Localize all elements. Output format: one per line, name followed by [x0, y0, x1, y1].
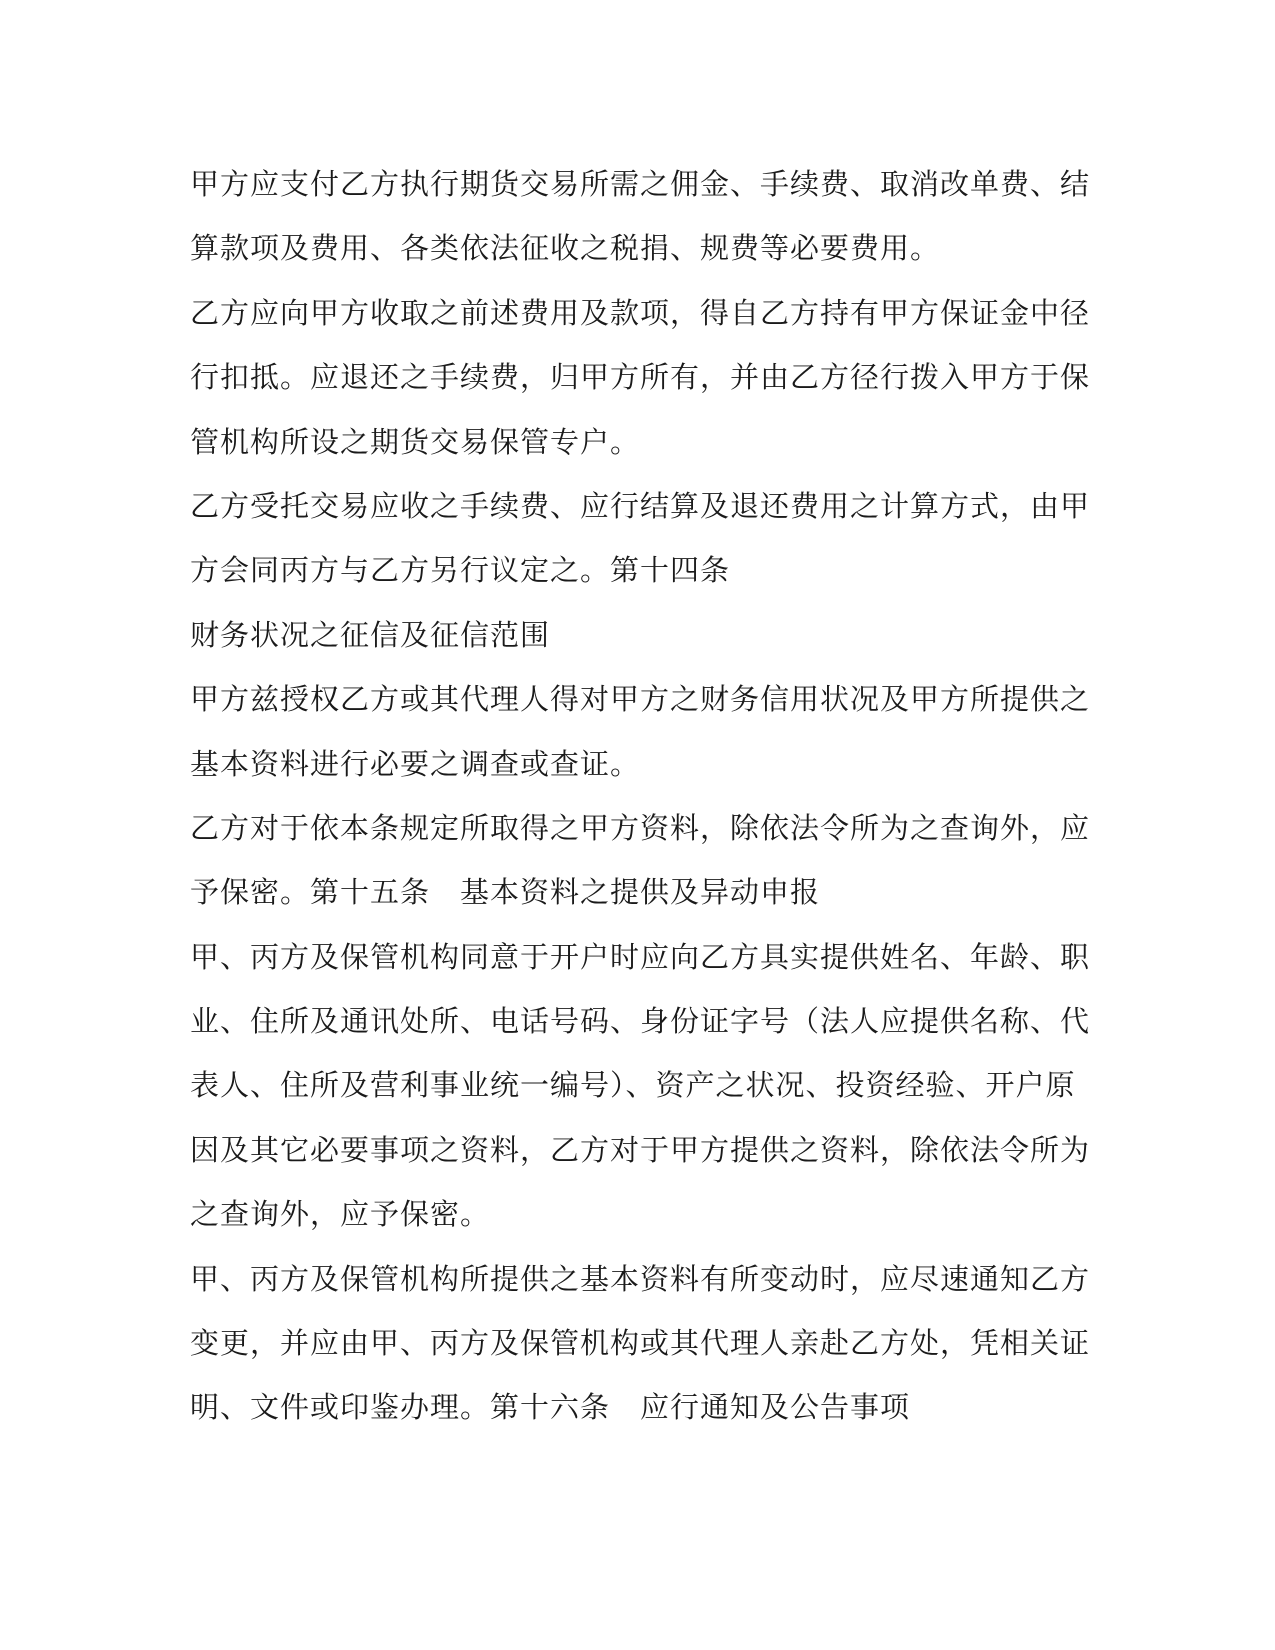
- text-line: 因及其它必要事项之资料，乙方对于甲方提供之资料，除依法令所为: [190, 1132, 1091, 1167]
- text-line: 甲方应支付乙方执行期货交易所需之佣金、手续费、取消改单费、结: [190, 167, 1091, 201]
- text-line: 方会同丙方与乙方另行议定之。第十四条: [190, 553, 731, 588]
- text-line: 之查询外，应予保密。: [190, 1197, 491, 1232]
- text-line: 变更，并应由甲、丙方及保管机构或其代理人亲赴乙方处，凭相关证: [190, 1326, 1091, 1361]
- text-line: 乙方对于依本条规定所取得之甲方资料，除依法令所为之查询外，应: [190, 810, 1091, 845]
- text-line: 算款项及费用、各类依法征收之税捐、规费等必要费用。: [190, 231, 941, 266]
- text-line: 甲、丙方及保管机构所提供之基本资料有所变动时，应尽速通知乙方: [190, 1261, 1091, 1296]
- text-line: 乙方应向甲方收取之前述费用及款项，得自乙方持有甲方保证金中径: [190, 295, 1091, 330]
- text-line: 业、住所及通讯处所、电话号码、身份证字号（法人应提供名称、代: [190, 1004, 1091, 1039]
- section-heading: 财务状况之征信及征信范围: [190, 617, 551, 652]
- text-line: 基本资料进行必要之调查或查证。: [190, 746, 641, 781]
- text-line: 甲、丙方及保管机构同意于开户时应向乙方具实提供姓名、年龄、职: [190, 939, 1091, 974]
- document-body: [190, 152, 1091, 1440]
- text-line: 明、文件或印鉴办理。第十六条 应行通知及公告事项: [190, 1390, 911, 1425]
- text-line: 甲方兹授权乙方或其代理人得对甲方之财务信用状况及甲方所提供之: [190, 682, 1091, 717]
- text-line: 管机构所设之期货交易保管专户。: [190, 424, 641, 459]
- text-line: 予保密。第十五条 基本资料之提供及异动申报: [190, 875, 821, 910]
- text-line: 行扣抵。应退还之手续费，归甲方所有，并由乙方径行拨入甲方于保: [190, 360, 1091, 395]
- text-line: 表人、住所及营利事业统一编号）、资产之状况、投资经验、开户原: [190, 1068, 1076, 1103]
- text-line: 乙方受托交易应收之手续费、应行结算及退还费用之计算方式，由甲: [190, 488, 1091, 523]
